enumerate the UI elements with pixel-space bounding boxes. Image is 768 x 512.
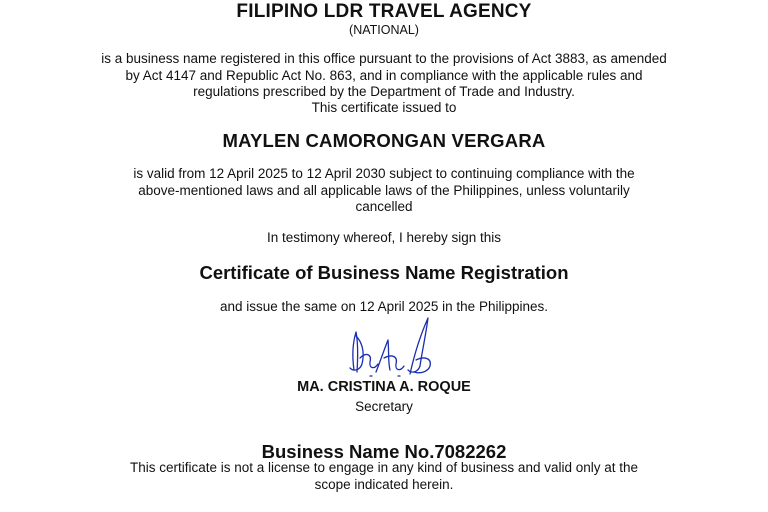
issued-to-label: This certificate issued to [311,100,457,115]
owner-name: MAYLEN CAMORONGAN VERGARA [222,130,546,151]
registration-statement-line: is a business name registered in this office pursuant to the provisions of Act 3883, as amended [101,51,667,66]
validity-statement-line: above-mentioned laws and all applicable laws of the Philippines, unless voluntarily [138,182,630,198]
disclaimer-line: This certificate is not a license to engage in any kind of business and valid only at the [129,460,639,475]
validity-statement-line: cancelled [355,199,413,214]
issue-statement: and issue the same on 12 April 2025 in the Philippines. [220,299,548,314]
business-name-title: FILIPINO LDR TRAVEL AGENCY [236,1,532,22]
certificate-title: Certificate of Business Name Registration [199,262,569,283]
business-scope: (NATIONAL) [349,23,419,37]
signatory-title: Secretary [355,399,413,414]
disclaimer [0,460,768,493]
business-name-number: Business Name No.7082262 [261,441,507,462]
validity-statement-line: is valid from 12 April 2025 to 12 April 2030 subject to continuing compliance with the [133,166,635,181]
validity-statement [0,166,768,216]
signature [340,312,440,384]
registration-statement-line: by Act 4147 and Republic Act No. 863, and in compliance with the applicable rules and [125,67,643,83]
disclaimer-line: scope indicated herein. [314,476,454,492]
registration-statement [0,51,768,101]
signatory-name: MA. CRISTINA A. ROQUE [297,379,471,395]
testimony-statement: In testimony whereof, I hereby sign this [266,230,502,245]
registration-statement-line: regulations prescribed by the Department of Trade and Industry. [193,84,575,99]
